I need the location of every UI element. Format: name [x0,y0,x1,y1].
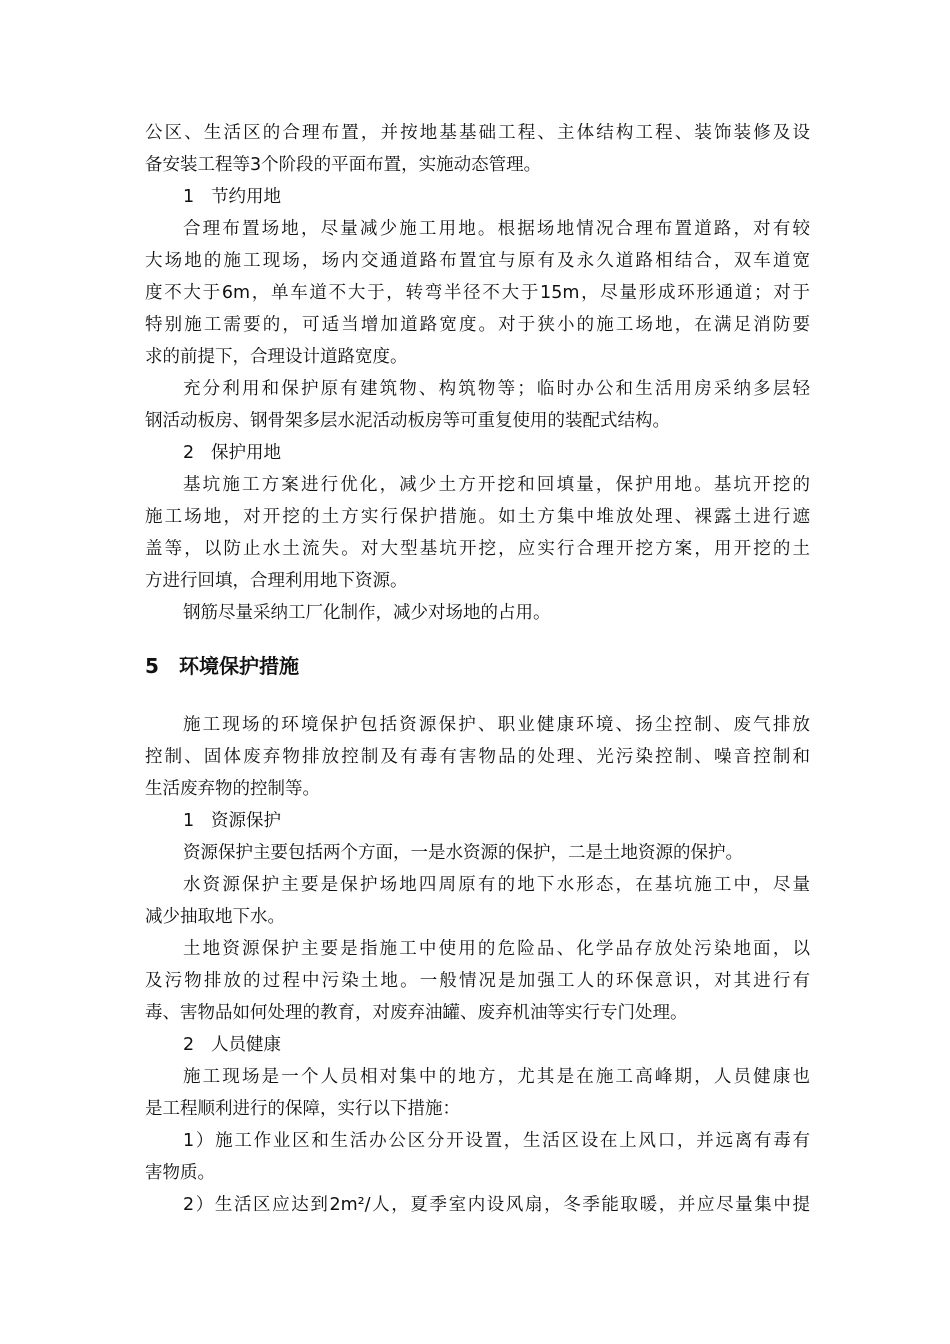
paragraph-line: 合理布置场地，尽量减少施工用地。根据场地情况合理布置道路，对有较 [183,219,810,239]
subheading-text: 人员健康 [211,1035,281,1055]
subheading-text: 资源保护 [211,811,281,831]
subheading-resource-protection [183,805,810,837]
paragraph-line: 公区、生活区的合理布置，并按地基基础工程、主体结构工程、装饰装修及设 [145,123,810,143]
paragraph-line: 备安装工程等3个阶段的平面布置，实施动态管理。 [145,155,542,175]
subheading-land-saving [183,181,810,213]
paragraph-line: 减少抽取地下水。 [145,907,285,927]
paragraph-line: 度不大于6m，单车道不大于，转弯半径不大于15m，尽量形成环形通道；对于 [145,283,810,303]
paragraph-line: 控制、固体废弃物排放控制及有毒有害物品的处理、光污染控制、噪音控制和 [145,747,810,767]
list-item-line: 害物质。 [145,1163,215,1183]
paragraph-line: 充分利用和保护原有建筑物、构筑物等；临时办公和生活用房采纳多层轻 [183,379,810,399]
paragraph-line: 方进行回填，合理利用地下资源。 [145,571,408,591]
paragraph-line: 及污物排放的过程中污染土地。一般情况是加强工人的环保意识，对其进行有 [145,971,810,991]
paragraph-line: 资源保护主要包括两个方面，一是水资源的保护，二是土地资源的保护。 [183,843,743,863]
section-title: 环境保护措施 [179,654,299,678]
paragraph-line: 土地资源保护主要是指施工中使用的危险品、化学品存放处污染地面，以 [183,939,810,959]
paragraph-line: 生活废弃物的控制等。 [145,779,320,799]
paragraph-line: 大场地的施工现场，场内交通道路布置宜与原有及永久道路相结合，双车道宽 [145,251,810,271]
paragraph-line: 是工程顺利进行的保障，实行以下措施： [145,1099,460,1119]
subheading-text: 节约用地 [211,187,281,207]
paragraph-line: 施工现场是一个人员相对集中的地方，尤其是在施工高峰期，人员健康也 [183,1067,810,1087]
subheading-number: 2 [183,443,195,463]
paragraph-line: 施工现场的环境保护包括资源保护、职业健康环境、扬尘控制、废气排放 [183,715,810,735]
section-heading [145,648,299,684]
subheading-number: 2 [183,1035,195,1055]
subheading-personnel-health [183,1029,810,1061]
subheading-land-protection [183,437,810,469]
list-item-line: 2）生活区应达到2m²/人，夏季室内设风扇，冬季能取暖，并应尽量集中提 [183,1195,810,1215]
paragraph-line: 特别施工需要的，可适当增加道路宽度。对于狭小的施工场地，在满足消防要 [145,315,810,335]
paragraph-line: 盖等，以防止水土流失。对大型基坑开挖，应实行合理开挖方案，用开挖的土 [145,539,810,559]
paragraph-line: 毒、害物品如何处理的教育，对废弃油罐、废弃机油等实行专门处理。 [145,1003,688,1023]
paragraph-line: 施工场地，对开挖的土方实行保护措施。如土方集中堆放处理、裸露土进行遮 [145,507,810,527]
paragraph-line: 基坑施工方案进行优化，减少土方开挖和回填量，保护用地。基坑开挖的 [183,475,810,495]
section-number: 5 [145,654,159,678]
paragraph-line: 水资源保护主要是保护场地四周原有的地下水形态，在基坑施工中，尽量 [183,875,810,895]
subheading-text: 保护用地 [211,443,281,463]
list-item-line: 1）施工作业区和生活办公区分开设置，生活区设在上风口，并远离有毒有 [183,1131,810,1151]
paragraph-line: 钢活动板房、钢骨架多层水泥活动板房等可重复使用的装配式结构。 [145,411,670,431]
paragraph-line: 钢筋尽量采纳工厂化制作，减少对场地的占用。 [183,603,551,623]
paragraph-line: 求的前提下，合理设计道路宽度。 [145,347,408,367]
subheading-number: 1 [183,187,195,207]
subheading-number: 1 [183,811,195,831]
